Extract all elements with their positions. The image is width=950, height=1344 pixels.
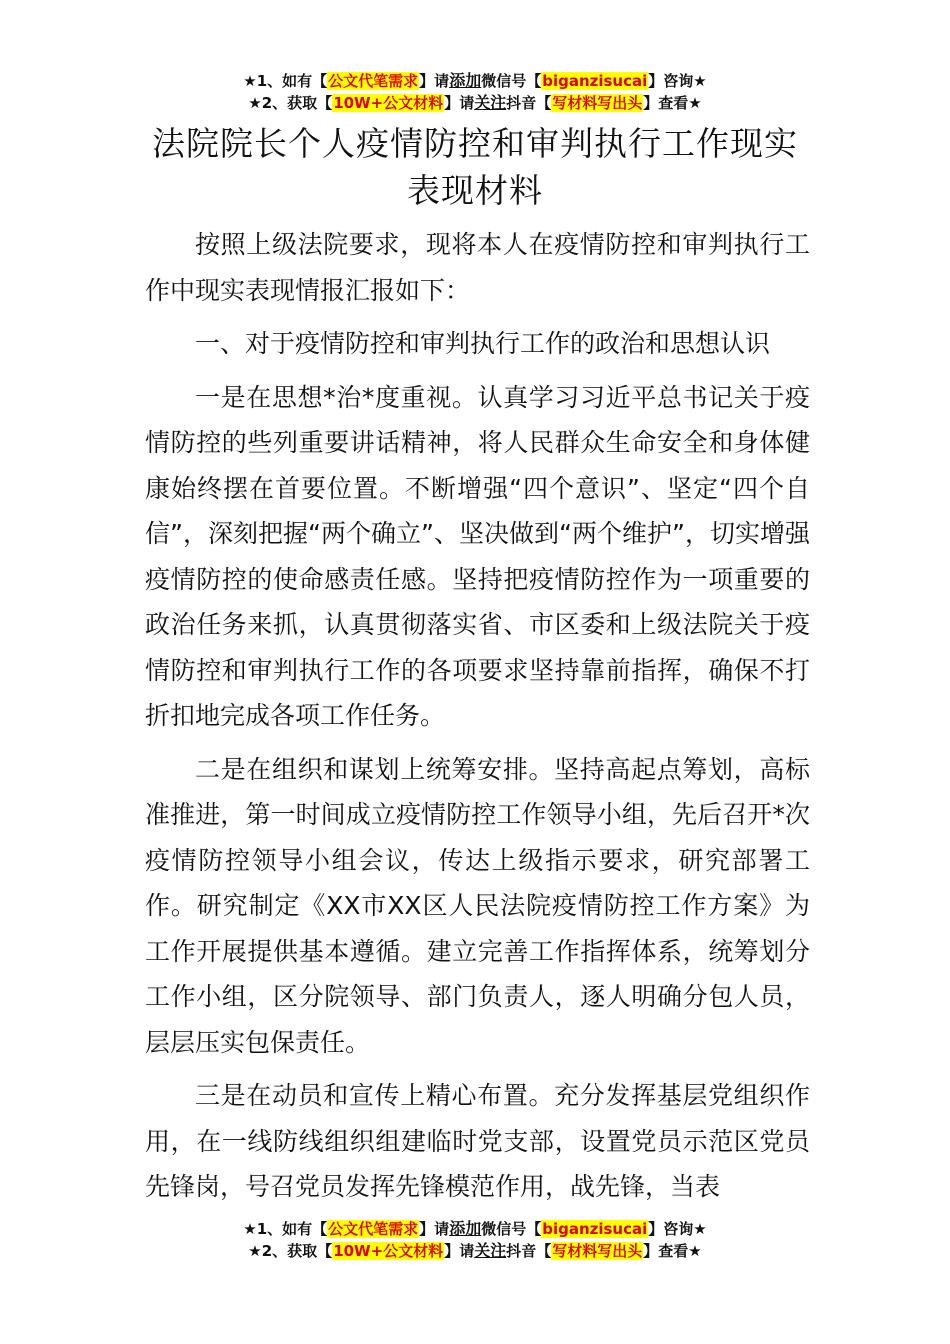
- highlight-materials: 10W+公文材料: [333, 94, 444, 112]
- highlight-service: 公文代笔需求: [328, 1220, 419, 1238]
- paragraph-2: 二是在组织和谋划上统筹安排。坚持高起点筹划，高标准推进，第一时间成立疫情防控工作领导小组，先后召开*次疫情防控领导小组会议，传达上级指示要求，研究部署工作。研究制定《XX市XX区人民法院疫情防控工作方案》为工作开展提供基本遵循。建立完善工作指挥体系，统筹划分工作小组，区分院领导、部门负责人，逐人明确分包人员，层层压实包保责任。: [145, 754, 810, 1057]
- highlight-douyin-id: 写材料写出头: [552, 94, 643, 112]
- highlight-wechat-id: biganzisucai: [542, 1220, 648, 1238]
- banner-line-2: ★2、获取【10W+公文材料】请关注抖音【写材料写出头】查看★: [248, 1241, 702, 1260]
- document-title: [0, 120, 950, 214]
- paragraph-intro: 按照上级法院要求，现将本人在疫情防控和审判执行工作中现实表现情报汇报如下：: [145, 230, 810, 305]
- paragraph-1: 一是在思想*治*度重视。认真学习习近平总书记关于疫情防控的些列重要讲话精神，将人民群众生命安全和身体健康始终摆在首要位置。不断增强“四个意识”、坚定“四个自信”，深刻把握“两个确立”、坚决做到“两个维护”，切实增强疫情防控的使命感责任感。坚持把疫情防控作为一项重要的政治任务来抓，认真贯彻落实省、市区委和上级法院关于疫情防控和审判执行工作的各项要求坚持靠前指挥，确保不打折扣地完成各项工作任务。: [145, 382, 810, 730]
- title-line-2: 表现材料: [407, 171, 543, 210]
- banner-line-1: ★1、如有【公文代笔需求】请添加微信号【biganzisucai】咨询★: [243, 1219, 707, 1238]
- document-body: [145, 222, 810, 1210]
- bottom-banner: [0, 1218, 950, 1262]
- highlight-wechat-id: biganzisucai: [542, 72, 648, 90]
- section-heading-1: 一、对于疫情防控和审判执行工作的政治和思想认识: [195, 329, 771, 358]
- highlight-materials: 10W+公文材料: [333, 1242, 444, 1260]
- banner-line-2: ★2、获取【10W+公文材料】请关注抖音【写材料写出头】查看★: [248, 93, 702, 112]
- paragraph-3: 三是在动员和宣传上精心布置。充分发挥基层党组织作用，在一线防线组织组建临时党支部，设置党员示范区党员先锋岗，号召党员发挥先锋模范作用，战先锋，当表: [145, 1081, 810, 1201]
- highlight-service: 公文代笔需求: [328, 72, 419, 90]
- banner-line-1: ★1、如有【公文代笔需求】请添加微信号【biganzisucai】咨询★: [243, 71, 707, 90]
- top-banner: [0, 70, 950, 114]
- title-line-1: 法院院长个人疫情防控和审判执行工作现实: [152, 124, 798, 163]
- highlight-douyin-id: 写材料写出头: [552, 1242, 643, 1260]
